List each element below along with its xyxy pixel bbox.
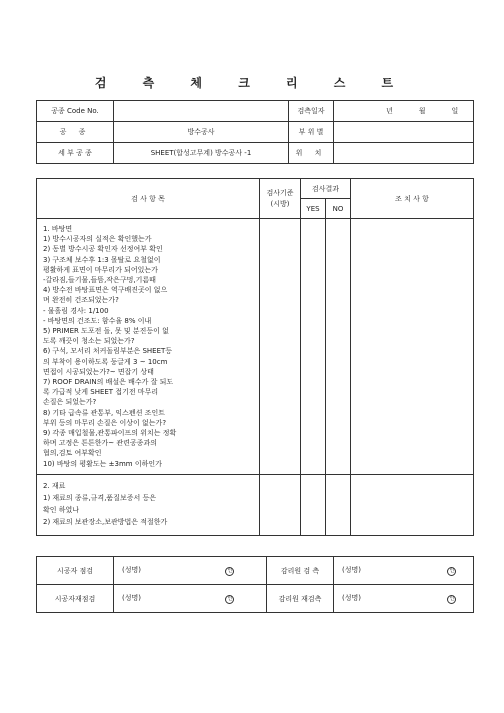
supervisor-recheck-label: 감리원 재검측 xyxy=(267,585,334,613)
yes-cell[interactable] xyxy=(301,475,326,536)
list-item: 도록 깨끗이 청소는 되었는가? xyxy=(43,337,135,346)
list-item: 록 가급적 낮게 SHEET 접기전 마무리 xyxy=(43,388,159,397)
list-item: 9) 각종 매입철물,관통파이프의 위치는 정확 xyxy=(43,429,177,438)
action-cell[interactable] xyxy=(351,219,474,475)
list-item: 하며 고정은 튼튼한가~ 관련공종과의 xyxy=(43,439,157,448)
sign-placeholder: (성명) xyxy=(342,566,361,574)
list-item: 10) 바탕의 평활도는 ±3mm 이하인가 xyxy=(43,459,162,468)
constructor-recheck-label: 시공자재점검 xyxy=(37,585,114,613)
sign-placeholder: (성명) xyxy=(122,594,141,602)
criteria-sub-label: (시방) xyxy=(270,199,290,208)
action-header: 조 치 사 항 xyxy=(351,179,474,219)
trade-value: 방수공사 xyxy=(114,122,289,143)
sign-placeholder: (성명) xyxy=(342,594,361,602)
items-header: 검 사 항 목 xyxy=(37,179,260,219)
constructor-check-label: 시공자 점검 xyxy=(37,557,114,585)
position-label: 위 치 xyxy=(289,143,334,164)
criteria-header xyxy=(260,179,301,219)
yes-header: YES xyxy=(301,199,326,219)
section-1-items xyxy=(37,219,260,475)
list-item: 4) 방수전 바탕표면은 역구배진곳이 없으 xyxy=(43,286,168,295)
supervisor-check-label: 감리원 검 측 xyxy=(267,557,334,585)
location-value[interactable] xyxy=(334,122,474,143)
list-item: 3) 구조체 보수후 1:3 몰탈로 요철없이 xyxy=(43,255,161,264)
day-label: 일 xyxy=(451,107,459,115)
header-table xyxy=(36,100,474,164)
trade-label: 공 종 xyxy=(37,122,114,143)
list-item: 협의,검토 여부확인 xyxy=(43,449,102,458)
month-label: 월 xyxy=(418,107,426,115)
code-value[interactable] xyxy=(114,101,289,122)
seal-icon: 인 xyxy=(447,595,456,604)
sign-placeholder: (성명) xyxy=(122,566,141,574)
list-item: 평활하게 표면이 마무리가 되어있는가 xyxy=(43,265,158,274)
page-title: 검 측 체 크 리 스 트 xyxy=(94,76,410,90)
list-item: 1) 방수시공자의 실적은 확인했는가 xyxy=(43,235,152,244)
no-header: NO xyxy=(326,199,351,219)
supervisor-recheck-sign[interactable] xyxy=(334,585,474,613)
yes-cell[interactable] xyxy=(301,219,326,475)
seal-icon: 인 xyxy=(447,567,456,576)
supervisor-check-sign[interactable] xyxy=(334,557,474,585)
list-item: -갈라짐,들기물,들뜸,작은구멍,기름때 xyxy=(43,276,156,285)
result-header: 검사결과 xyxy=(301,179,351,199)
list-item: 며 완전히 건조되었는가? xyxy=(43,296,119,305)
list-item: 6) 구석, 모서리 처커돌림부분은 SHEET등 xyxy=(43,347,173,356)
code-label: 공종 Code No. xyxy=(37,101,114,122)
list-item: 1. 바탕면 xyxy=(43,225,73,233)
seal-icon: 인 xyxy=(225,567,234,576)
constructor-recheck-sign[interactable] xyxy=(114,585,267,613)
list-item: 손질은 되었는가? xyxy=(43,398,97,407)
inspection-table xyxy=(36,178,474,536)
date-value[interactable] xyxy=(334,101,474,122)
section-2-items xyxy=(37,475,260,536)
list-item: 5) PRIMER 도포전 돌, 못 및 분진등이 없 xyxy=(43,327,169,336)
constructor-check-sign[interactable] xyxy=(114,557,267,585)
position-value[interactable] xyxy=(334,143,474,164)
list-item: 1) 재료의 종류,규격,품질보증서 등은 xyxy=(43,494,156,502)
no-cell[interactable] xyxy=(326,475,351,536)
list-item: 2. 재료 xyxy=(43,482,66,490)
no-cell[interactable] xyxy=(326,219,351,475)
date-label: 검측일자 xyxy=(289,101,334,122)
action-cell[interactable] xyxy=(351,475,474,536)
year-label: 년 xyxy=(386,107,393,115)
criteria-label: 검사기준 xyxy=(266,188,294,197)
list-item: 2) 재료의 보관장소,보관방법은 적절한가 xyxy=(43,518,168,526)
criteria-cell[interactable] xyxy=(260,219,301,475)
list-item: - 물흘림 경사: 1/100 xyxy=(43,306,109,315)
list-item: 확인 하였나 xyxy=(43,506,80,514)
list-item: 7) ROOF DRAIN의 배설은 배수가 잘 되도 xyxy=(43,378,174,387)
list-item: - 바탕면의 건조도: 함수율 8% 이내 xyxy=(43,316,152,325)
list-item: 2) 동별 방수시공 확인자 선정여부 확인 xyxy=(43,245,163,254)
subtrade-value: SHEET(합성고무계) 방수공사 -1 xyxy=(114,143,289,164)
list-item: 면접이 시공되었는가?~ 면잡기 상태 xyxy=(43,367,154,376)
signature-table xyxy=(36,556,474,613)
list-item: 부위 등의 마무리 손질은 이상이 없는가? xyxy=(43,418,167,427)
subtrade-label: 세 부 공 종 xyxy=(37,143,114,164)
seal-icon: 인 xyxy=(225,595,234,604)
list-item: 8) 기타 급속류 관통부, 익스펜션 조인트 xyxy=(43,408,165,417)
list-item: 의 부착이 용이하도록 둥글게 3 ~ 10cm xyxy=(43,357,168,366)
location-label: 부 위 별 xyxy=(289,122,334,143)
criteria-cell[interactable] xyxy=(260,475,301,536)
